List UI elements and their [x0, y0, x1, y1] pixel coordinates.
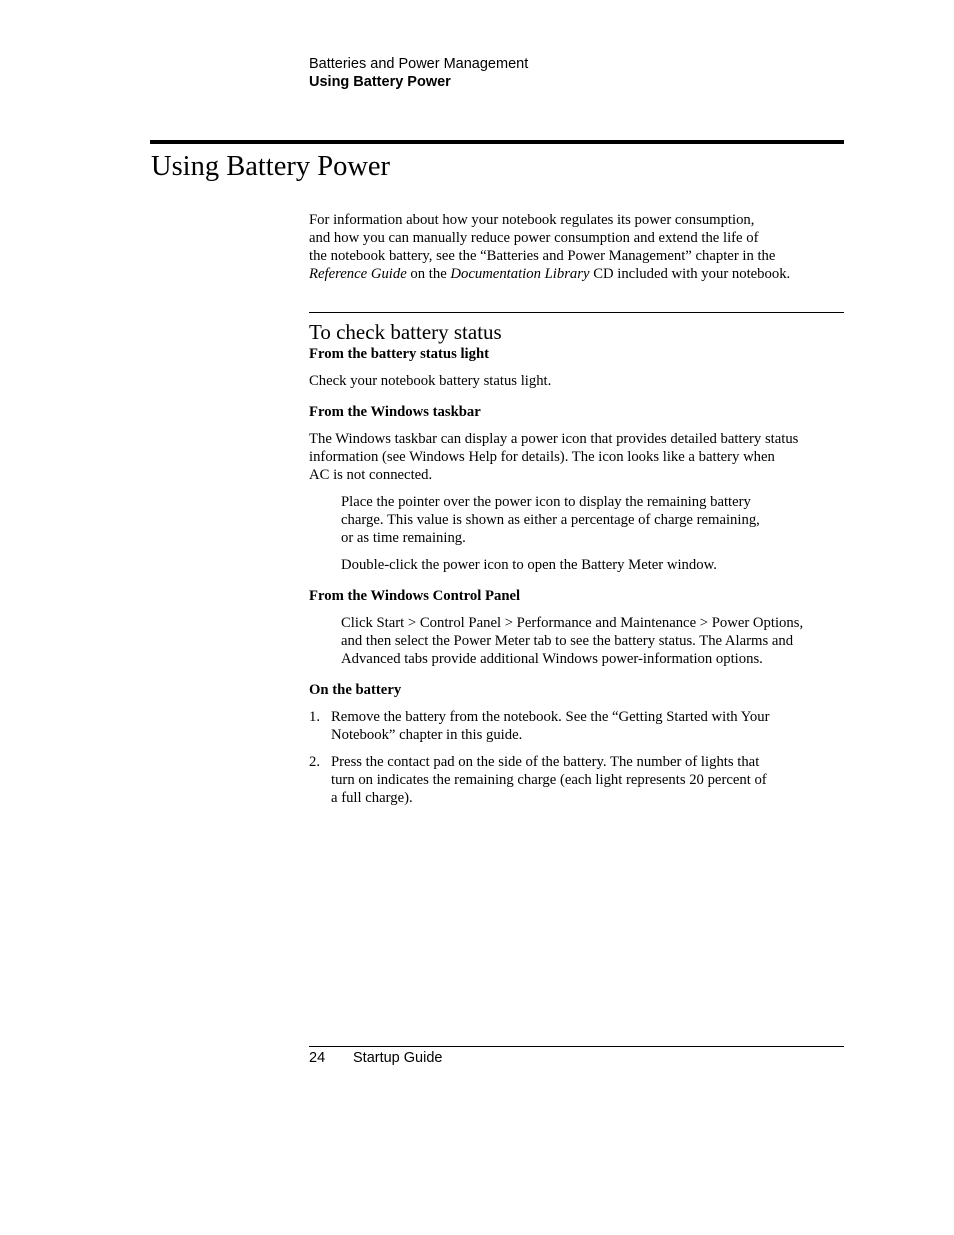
- intro-line-3: the notebook battery, see the “Batteries and Power Management” chapter in the: [309, 248, 776, 264]
- status-light-text: Check your notebook battery status light.: [309, 373, 552, 389]
- control-panel-line-1: Click Start > Control Panel > Performance and Maintenance > Power Options,: [341, 615, 804, 631]
- intro-tail: CD included with your notebook.: [589, 266, 791, 282]
- subsection-rule: [309, 312, 844, 313]
- taskbar-heading: From the Windows taskbar: [309, 404, 481, 420]
- taskbar-line-1: The Windows taskbar can display a power icon that provides detailed battery status: [309, 431, 799, 447]
- guide-name: Startup Guide: [353, 1050, 443, 1066]
- header-chapter: Batteries and Power Management: [309, 56, 529, 72]
- step-2-line-1: Press the contact pad on the side of the battery. The number of lights that: [331, 754, 760, 770]
- body-content: [309, 211, 844, 807]
- control-panel-line-2: and then select the Power Meter tab to see the battery status. The Alarms and: [341, 633, 794, 649]
- page-number: 24: [309, 1050, 326, 1066]
- taskbar-line-3: AC is not connected.: [309, 467, 433, 483]
- header-section: Using Battery Power: [309, 74, 451, 90]
- taskbar-tip-2: Double-click the power icon to open the Battery Meter window.: [341, 557, 717, 573]
- status-light-heading: From the battery status light: [309, 346, 490, 362]
- control-panel-line-3: Advanced tabs provide additional Windows power-information options.: [341, 651, 763, 667]
- tip-1-line-2: charge. This value is shown as either a percentage of charge remaining,: [341, 512, 760, 528]
- reference-guide-title: Reference Guide: [309, 266, 407, 282]
- list-item: [309, 708, 844, 744]
- documentation-library-title: Documentation Library: [450, 266, 590, 282]
- list-item: [309, 753, 844, 807]
- taskbar-paragraph: [309, 430, 844, 484]
- subsection-title: To check battery status: [309, 320, 502, 344]
- tip-1-line-1: Place the pointer over the power icon to display the remaining battery: [341, 494, 751, 510]
- step-2-line-2: turn on indicates the remaining charge (each light represents 20 percent of: [331, 772, 767, 788]
- battery-steps-list: [309, 708, 844, 807]
- page-title: Using Battery Power: [151, 151, 391, 182]
- step-2-line-3: a full charge).: [331, 790, 413, 806]
- control-panel-heading: From the Windows Control Panel: [309, 588, 521, 604]
- control-panel-paragraph: [309, 614, 844, 668]
- intro-line-1: For information about how your notebook regulates its power consumption,: [309, 212, 755, 228]
- on-battery-heading: On the battery: [309, 682, 402, 698]
- page-footer: [309, 1049, 442, 1067]
- intro-line-2: and how you can manually reduce power consumption and extend the life of: [309, 230, 759, 246]
- intro-paragraph: [309, 211, 844, 283]
- step-1-line-1: Remove the battery from the notebook. See the “Getting Started with Your: [331, 709, 770, 725]
- intro-on-the: on the: [406, 266, 451, 282]
- footer-rule: [309, 1046, 844, 1047]
- tip-1-line-3: or as time remaining.: [341, 530, 466, 546]
- taskbar-tip-1: [309, 493, 844, 547]
- running-header: [309, 55, 528, 91]
- step-1-line-2: Notebook” chapter in this guide.: [331, 727, 523, 743]
- step-number: 1.: [309, 709, 321, 725]
- title-rule: [150, 140, 844, 144]
- taskbar-line-2: information (see Windows Help for details). The icon looks like a battery when: [309, 449, 775, 465]
- step-number: 2.: [309, 754, 321, 770]
